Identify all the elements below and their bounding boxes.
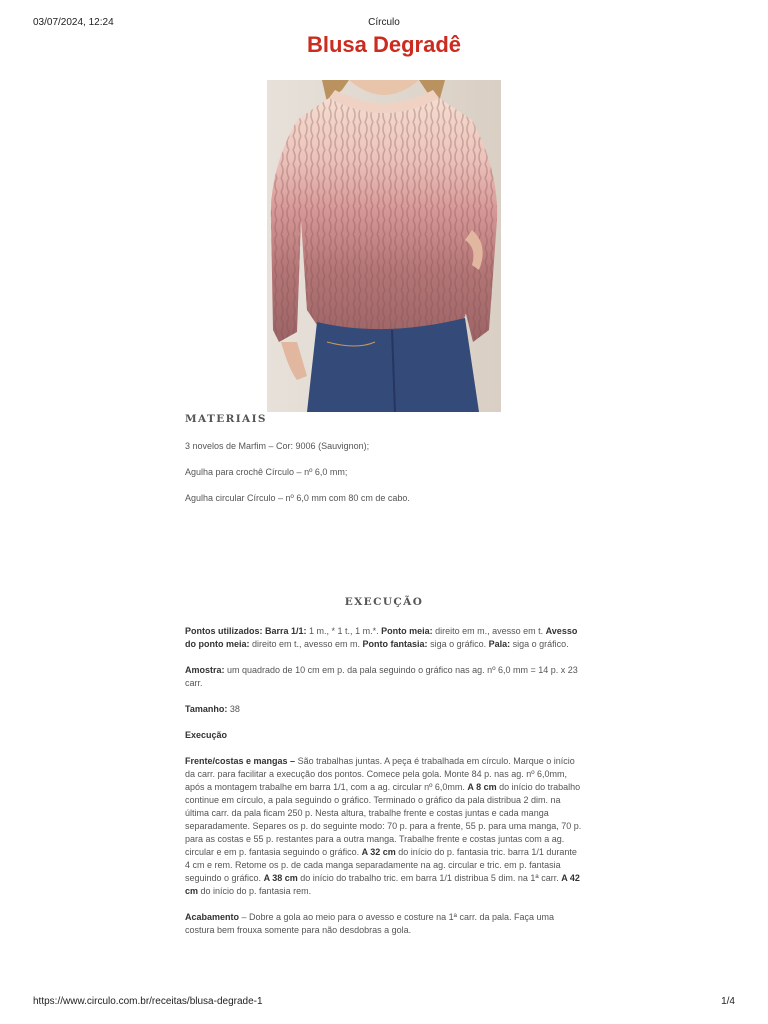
material-item: Agulha circular Círculo – nº 6,0 mm com 80 cm de cabo. (185, 493, 410, 503)
finishing-paragraph: Acabamento – Dobre a gola ao meio para o avesso e costure na 1ª carr. da pala. Faça uma costura bem frouxa somente para não desdobras a gola. (185, 912, 555, 935)
size-paragraph: Tamanho: 38 (185, 704, 240, 714)
instructions-body (185, 625, 583, 950)
gauge-paragraph: Amostra: um quadrado de 10 cm em p. da pala seguindo o gráfico nas ag. nº 6,0 mm = 14 p. x 23 carr. (185, 665, 578, 688)
page-number: 1/4 (721, 996, 735, 1007)
stitches-paragraph: Pontos utilizados: Barra 1/1: 1 m., * 1 t., 1 m.*. Ponto meia: direito em m., avesso em t. Avesso do ponto meia: direito em t., avesso em m. Ponto fantasia: siga o gráfico. Pala: siga o gráfico. (185, 626, 578, 649)
print-url: https://www.circulo.com.br/receitas/blusa-degrade-1 (33, 996, 263, 1007)
materials-heading: MATERIAIS (185, 413, 267, 425)
execution-subheading: Execução (185, 730, 228, 740)
execution-heading: EXECUÇÃO (344, 596, 424, 608)
product-photo (267, 80, 501, 412)
print-date: 03/07/2024, 12:24 (33, 17, 114, 28)
material-item: Agulha para crochê Círculo – nº 6,0 mm; (185, 467, 348, 477)
body-sleeves-paragraph: Frente/costas e mangas – São trabalhas juntas. A peça é trabalhada em círculo. Marque o início da carr. para facilitar a execução dos pontos. Comece pela gola. Monte 84 p. nas ag. nº 6,0mm, após a montagem trabalhe em barra 1/1, com a ag. circular nº 6,0mm. A 8 cm do início do trabalho continue em círculo, a pala seguindo o gráfico. Terminado o gráfico da pala distribua 2 dim. na última carr. da pala ficam 250 p. Nesta altura, trabalhe frente e costas juntas e cada manga separadamente. Separes os p. do seguinte modo: 70 p. para a frente, 55 p. para uma manga, 70 p. para as costas e 55 p. restantes para a outra manga. Trabalhe frente e costas juntas com a ag. circular e em p. fantasia seguindo o gráfico. A 32 cm do início do p. fantasia tric. barra 1/1 durante 4 cm e rem. Retome os p. de cada manga separadamente na ag. circular e tric. em p. fantasia seguindo o gráfico. A 38 cm do início do trabalho tric. em barra 1/1 distribua 5 dim. na 1ª carr. A 42 cm do início do p. fantasia rem. (185, 756, 582, 896)
material-item: 3 novelos de Marfim – Cor: 9006 (Sauvignon); (185, 441, 370, 451)
page-title: Blusa Degradê (306, 32, 462, 57)
print-site-name: Círculo (368, 17, 400, 28)
